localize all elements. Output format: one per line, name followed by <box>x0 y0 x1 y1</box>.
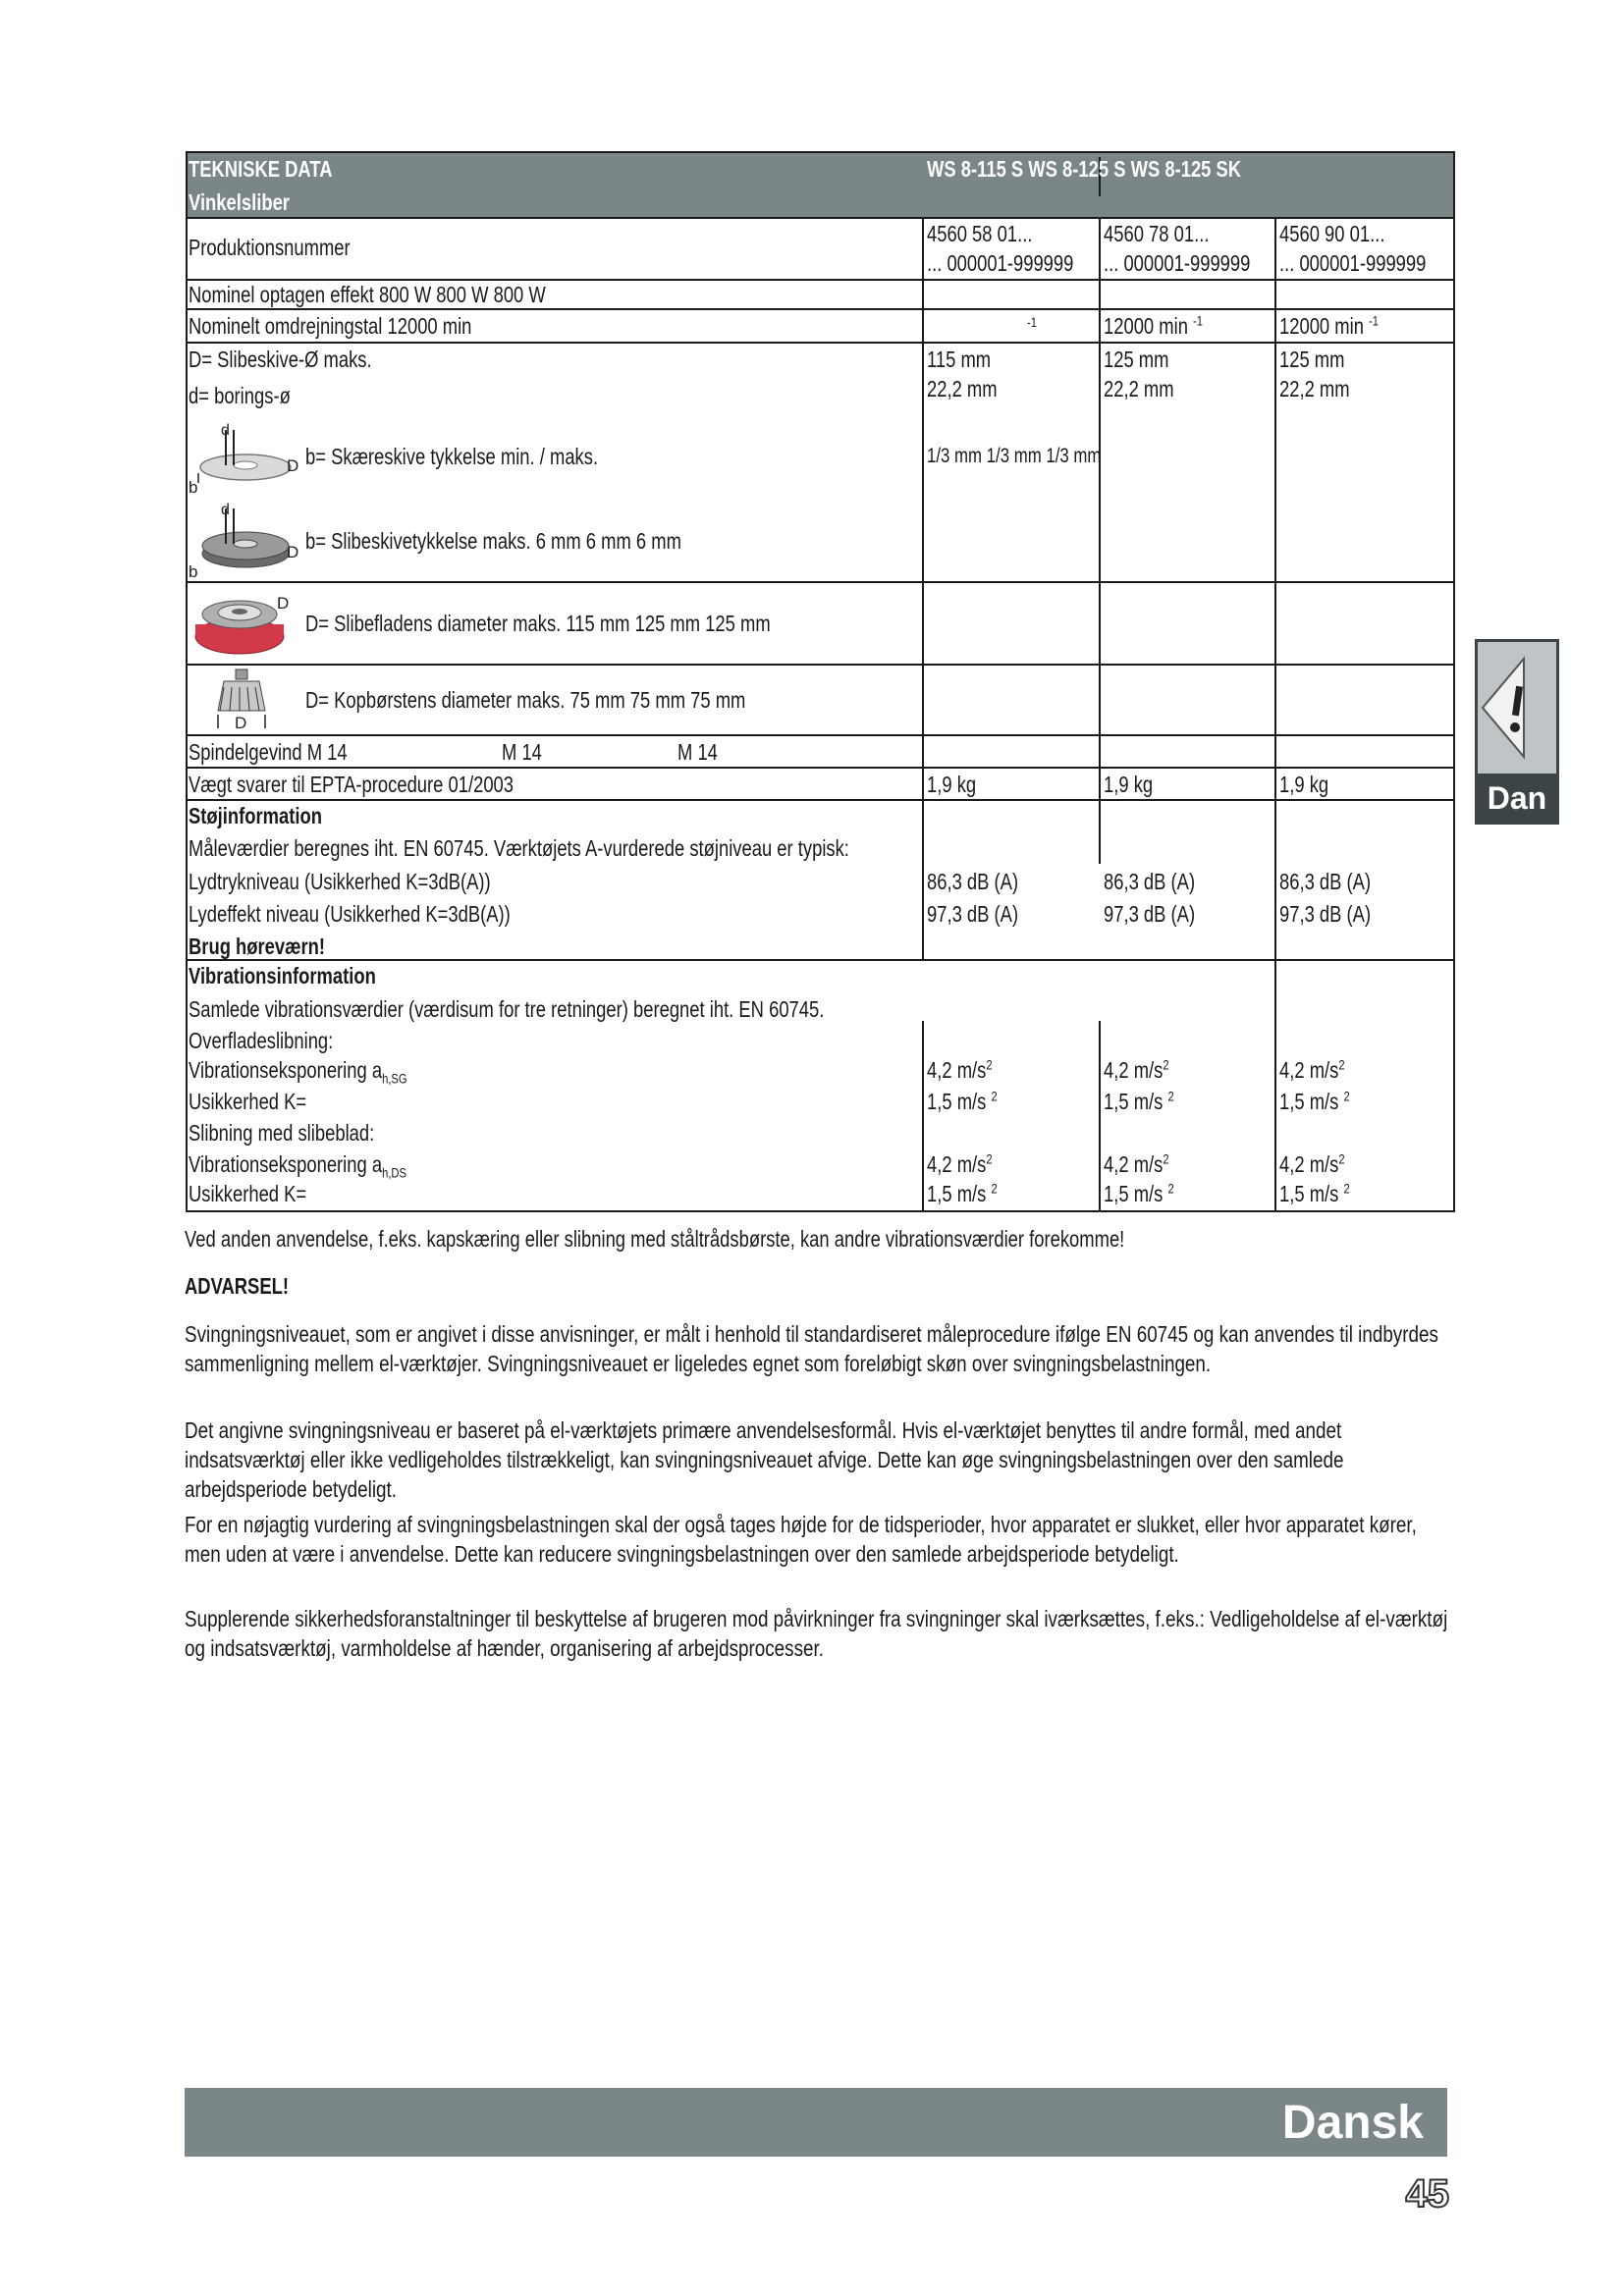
noise-title: Støjinformation <box>189 803 322 828</box>
row-line <box>187 308 1453 310</box>
spindle-label: Spindelgevind M 14 <box>189 739 348 765</box>
disc-value-2: 125 mm <box>1104 347 1169 372</box>
prod-value-1b: ... 000001-999999 <box>927 250 1074 276</box>
grinding-disc-icon <box>189 503 304 581</box>
cutting-disc-icon <box>189 420 304 499</box>
svg-text:d: d <box>221 422 230 439</box>
table-border <box>187 151 1455 153</box>
vib-ds-2: 4,2 $m/s^2$ <box>1104 1150 1169 1177</box>
unc-sg-3: 1,5 m/s $^2$ <box>1279 1088 1350 1114</box>
side-tab-label: Dan <box>1487 780 1547 816</box>
unc-ds-1: 1,5 m/s $^2$ <box>927 1180 998 1206</box>
vib-ds-3: 4,2 $m/s^2$ <box>1279 1150 1345 1177</box>
cup-brush-icon <box>214 667 273 732</box>
cut-label: b= Skæreskive tykkelse min. / maks. <box>305 444 599 469</box>
disc-label: D= Slibeskive-Ø maks. <box>189 347 372 372</box>
rpm-label: Nominelt omdrejningstal 12000 min <box>189 313 472 339</box>
noise-description: Måleværdier beregnes iht. EN 60745. Værktøjets A-vurderede støjniveau er typisk: <box>189 835 849 861</box>
unc-ds-3: 1,5 m/s $^2$ <box>1279 1180 1350 1206</box>
rpm-value-3: 12000 min $^{-1}$ <box>1279 312 1380 339</box>
paragraph-4: Supplerende sikkerhedsforanstaltninger til beskyttelse af brugeren mod påvirkninger fra svingninger skal iværksættes, f.eks.: Vedligeholdelse af el-værktøj og indsatsværktøj, varmholdelse af hænder, organisering af arbejdsprocesser. <box>185 1606 1448 1661</box>
footer-language: Dansk <box>1281 2097 1424 2149</box>
disc-value-1: 115 mm <box>927 347 992 372</box>
cup-brush-label: D= Kopbørstens diameter maks. 75 mm 75 mm 75 mm <box>305 687 746 713</box>
bore-value-2: 22,2 mm <box>1104 376 1174 401</box>
svg-text:b: b <box>189 478 198 497</box>
col-line <box>922 1021 924 1210</box>
col-line <box>1274 217 1276 959</box>
table-border <box>187 1210 1455 1212</box>
svg-text:d: d <box>221 503 230 518</box>
vib-sg-1: 4,2 $m/s^2$ <box>927 1056 993 1083</box>
prod-value-2b: ... 000001-999999 <box>1104 250 1251 276</box>
sound-pressure-3: 86,3 dB (A) <box>1279 869 1372 894</box>
sound-pressure-label: Lydtrykniveau (Usikkerhed K=3dB(A)) <box>189 869 491 894</box>
vib-exposure-sg-label: Vibrationseksponering $a_{h,SG}$ <box>189 1057 407 1087</box>
weight-value-1: 1,9 kg <box>927 772 977 797</box>
vib-sg-3: 4,2 $m/s^2$ <box>1279 1056 1345 1083</box>
row-line <box>187 734 1453 736</box>
table-border <box>1453 151 1455 1212</box>
row-line <box>187 767 1453 769</box>
row-line <box>187 581 1453 583</box>
spindle-value-3: M 14 <box>677 739 718 765</box>
warning-icon <box>1475 639 1559 776</box>
row-line <box>187 799 1453 801</box>
unc-ds-2: 1,5 m/s $^2$ <box>1104 1180 1174 1206</box>
table-header <box>187 151 1453 218</box>
uncertainty-sg-label: Usikkerhed K= <box>189 1089 307 1114</box>
model-names: WS 8-115 S WS 8-125 S WS 8-125 SK <box>927 156 1242 182</box>
row-line <box>187 959 1453 961</box>
bore-label: d= borings-ø <box>189 383 291 408</box>
col-line <box>1099 217 1101 864</box>
unc-sg-2: 1,5 m/s $^2$ <box>1104 1088 1174 1114</box>
rpm-sup-1: -1 <box>1027 314 1037 330</box>
language-side-tab <box>1475 639 1559 825</box>
spindle-value-2: M 14 <box>502 739 542 765</box>
bore-value-1: 22,2 mm <box>927 376 998 401</box>
table-subtitle: Vinkelsliber <box>189 189 290 215</box>
vib-exposure-ds-label: Vibrationseksponering $a_{h,DS}$ <box>189 1151 406 1181</box>
bore-value-3: 22,2 mm <box>1279 376 1350 401</box>
surface-grinding-label: Overfladeslibning: <box>189 1028 334 1053</box>
prod-value-3b: ... 000001-999999 <box>1279 250 1427 276</box>
vibration-title: Vibrationsinformation <box>189 963 376 988</box>
footer-bar <box>185 2088 1447 2157</box>
rpm-value-2: 12000 min $^{-1}$ <box>1104 312 1204 339</box>
row-line <box>187 664 1453 666</box>
weight-value-3: 1,9 kg <box>1279 772 1329 797</box>
weight-label: Vægt svarer til EPTA-procedure 01/2003 <box>189 772 514 797</box>
svg-text:D: D <box>287 543 299 561</box>
ear-protection-note: Brug høreværn! <box>189 934 326 959</box>
svg-text:D: D <box>235 714 247 732</box>
uncertainty-ds-label: Usikkerhed K= <box>189 1181 307 1206</box>
col-line <box>1274 959 1276 1210</box>
sanding-blade-label: Slibning med slibeblad: <box>189 1120 375 1146</box>
sound-power-3: 97,3 dB (A) <box>1279 901 1372 927</box>
table-title: TEKNISKE DATA <box>189 156 333 182</box>
weight-value-2: 1,9 kg <box>1104 772 1154 797</box>
vibration-note: Ved anden anvendelse, f.eks. kapskæring eller slibning med ståltrådsbørste, kan andre vibrationsværdier forekomme! <box>185 1226 1125 1252</box>
cut-values: 1/3 mm 1/3 mm 1/3 mm <box>927 445 1102 467</box>
sound-power-1: 97,3 dB (A) <box>927 901 1019 927</box>
prod-value-3a: 4560 90 01... <box>1279 221 1385 246</box>
prod-label: Produktionsnummer <box>189 235 351 260</box>
sound-power-label: Lydeffekt niveau (Usikkerhed K=3dB(A)) <box>189 901 511 927</box>
vib-ds-1: 4,2 $m/s^2$ <box>927 1150 993 1177</box>
paragraph-1: Svingningsniveauet, som er angivet i disse anvisninger, er målt i henhold til standardiseret måleprocedure ifølge EN 60745 og kan anvendes til indbyrdes sammenligning mellem el-værktøjer. Svingningsniveauet er ligeledes egnet som foreløbigt skøn over svingningsbelastningen. <box>185 1321 1438 1376</box>
sanding-label: D= Slibefladens diameter maks. 115 mm 125 mm 125 mm <box>305 611 771 636</box>
row-line <box>187 217 1453 219</box>
col-line <box>922 217 924 959</box>
prod-value-2a: 4560 78 01... <box>1104 221 1210 246</box>
svg-text:b: b <box>189 562 198 581</box>
col-line <box>1099 1021 1101 1210</box>
paragraph-3: For en nøjagtig vurdering af svingningsbelastningen skal der også tages højde for de tidsperioder, hvor apparatet er slukket, eller hvor apparatet kører, men uden at være i anvendelse. Dette kan reducere svingningsbelastningen over den samlede arbejdsperiode betydeligt. <box>185 1512 1417 1567</box>
svg-text:D: D <box>277 594 290 613</box>
vibration-description: Samlede vibrationsværdier (værdisum for tre retninger) beregnet iht. EN 60745. <box>189 996 825 1022</box>
sound-pressure-1: 86,3 dB (A) <box>927 869 1019 894</box>
svg-text:D: D <box>287 456 299 475</box>
sound-power-2: 97,3 dB (A) <box>1104 901 1196 927</box>
table-border <box>186 151 188 1212</box>
sanding-pad-icon <box>190 585 295 664</box>
warning-heading: ADVARSEL! <box>185 1273 289 1299</box>
prod-value-1a: 4560 58 01... <box>927 221 1033 246</box>
sound-pressure-2: 86,3 dB (A) <box>1104 869 1196 894</box>
page-number: 45 <box>1405 2172 1449 2216</box>
paragraph-2: Det angivne svingningsniveau er baseret på el-værktøjets primære anvendelsesformål. Hvis el-værktøjet benyttes til andre formål, med andet indsatsværktøj eller ikke vedligeholdes tilstrækkeligt, kan svingningsniveauet afvige. Dette kan øge svingningsbelastningen over den samlede arbejdsperiode betydeligt. <box>185 1417 1344 1502</box>
unc-sg-1: 1,5 m/s $^2$ <box>927 1088 998 1114</box>
disc-value-3: 125 mm <box>1279 347 1345 372</box>
vib-sg-2: 4,2 $m/s^2$ <box>1104 1056 1169 1083</box>
grind-thickness-label: b= Slibeskivetykkelse maks. 6 mm 6 mm 6 mm <box>305 528 681 554</box>
power-row: Nominel optagen effekt 800 W 800 W 800 W <box>189 282 546 307</box>
row-line <box>187 342 1453 344</box>
